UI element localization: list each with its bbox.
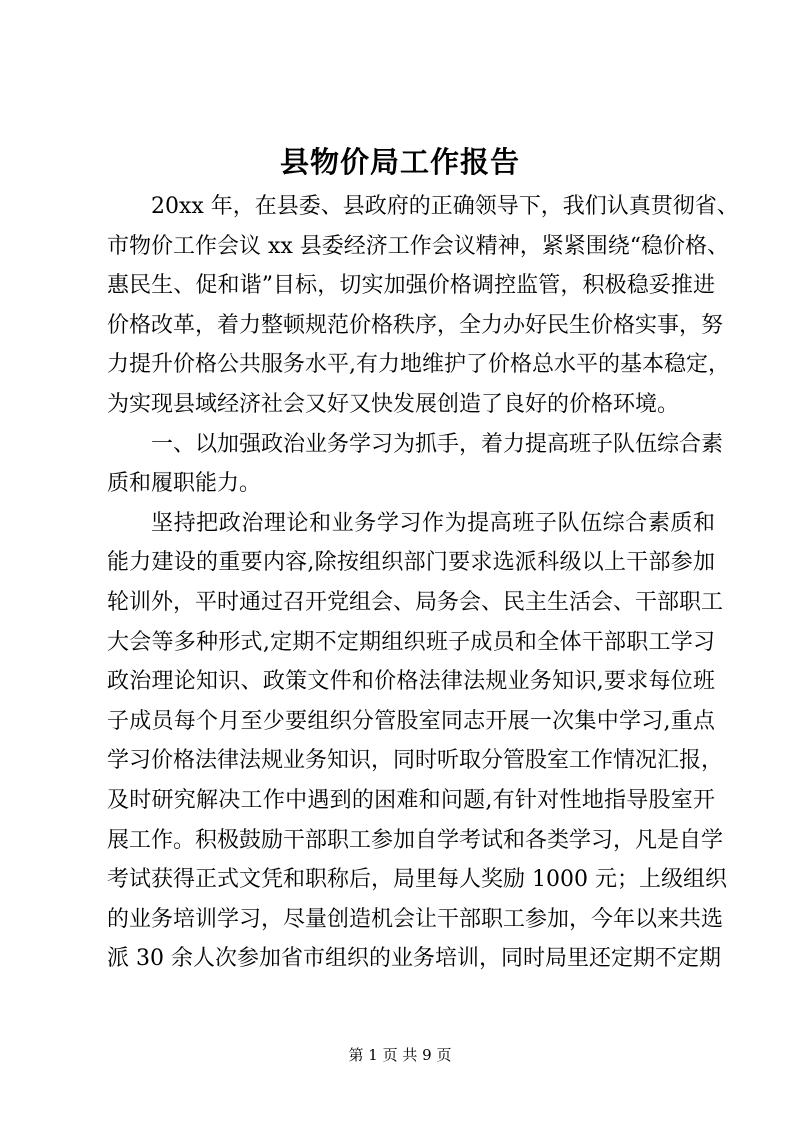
paragraph-line: 市物价工作会议 xx 县委经济工作会议精神，紧紧围绕“稳价格、 bbox=[107, 233, 730, 259]
paragraph-line: 学习价格法律法规业务知识，同时听取分管股室工作情况汇报， bbox=[107, 748, 724, 774]
document-body bbox=[107, 187, 739, 979]
paragraph-line: 20xx 年，在县委、县政府的正确领导下，我们认真贯彻省、 bbox=[151, 194, 739, 219]
section-heading-line: 质和履职能力。 bbox=[107, 471, 262, 497]
paragraph-line: 能力建设的重要内容,除按组织部门要求选派科级以上干部参加 bbox=[107, 550, 715, 576]
paragraph-line: 及时研究解决工作中遇到的困难和问题,有针对性地指导股室开 bbox=[107, 787, 715, 813]
paragraph-line: 政治理论知识、政策文件和价格法律法规业务知识,要求每位班 bbox=[107, 669, 715, 695]
paragraph-line: 为实现县域经济社会又好又快发展创造了良好的价格环境。 bbox=[107, 391, 680, 417]
document-title: 县物价局工作报告 bbox=[279, 145, 520, 179]
paragraph-line: 派 30 余人次参加省市组织的业务培训，同时局里还定期不定期 bbox=[107, 946, 721, 972]
paragraph-line: 大会等多种形式,定期不定期组织班子成员和全体干部职工学习 bbox=[107, 629, 715, 655]
paragraph-line: 价格改革，着力整顿规范价格秩序，全力办好民生价格实事，努 bbox=[107, 312, 724, 338]
paragraph-line: 考试获得正式文凭和职称后，局里每人奖励 1000 元；上级组织 bbox=[107, 867, 727, 893]
paragraph-line: 力提升价格公共服务水平,有力地维护了价格总水平的基本稳定， bbox=[107, 352, 730, 378]
page-number-footer: 第 1 页 共 9 页 bbox=[348, 1046, 452, 1064]
paragraph-line: 展工作。积极鼓励干部职工参加自学考试和各类学习，凡是自学 bbox=[107, 827, 724, 853]
paragraph-line: 坚持把政治理论和业务学习作为提高班子队伍综合素质和 bbox=[151, 510, 715, 536]
section-heading-line: 一、以加强政治业务学习为抓手，着力提高班子队伍综合素 bbox=[151, 431, 724, 457]
paragraph-line: 子成员每个月至少要组织分管股室同志开展一次集中学习,重点 bbox=[107, 708, 715, 734]
paragraph-line: 惠民生、促和谐”目标，切实加强价格调控监管，积极稳妥推进 bbox=[107, 273, 715, 299]
paragraph-line: 的业务培训学习，尽量创造机会让干部职工参加，今年以来共选 bbox=[107, 906, 724, 932]
paragraph-line: 轮训外，平时通过召开党组会、局务会、民主生活会、干部职工 bbox=[107, 589, 724, 615]
